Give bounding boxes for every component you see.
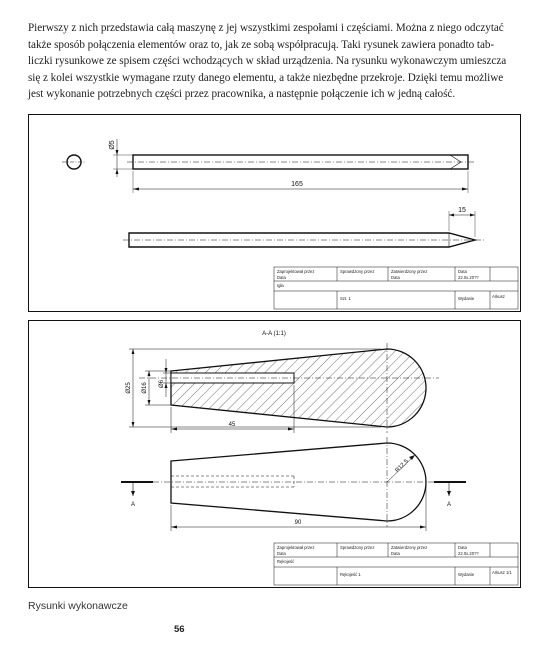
intro-paragraph bbox=[28, 20, 520, 103]
tb-date-label: Data bbox=[458, 269, 467, 274]
tb-drawn-by: Zaprojektował przez bbox=[277, 269, 315, 274]
intro-line: także sposób połączenia elementów oraz to, jak ze sobą współpracują. Taki rysunek zawiera ponadto tab- bbox=[28, 38, 495, 51]
page-number: 56 bbox=[174, 624, 185, 635]
dim-tip: 15 bbox=[458, 207, 466, 214]
tb-date-2: Data bbox=[391, 275, 400, 280]
tb-part-name: Igła bbox=[277, 283, 284, 288]
outer-view bbox=[121, 437, 466, 531]
technical-drawing-handle bbox=[28, 320, 521, 588]
dim-len45: 45 bbox=[228, 422, 236, 428]
tb-date-value: 22.0x.20?? bbox=[458, 551, 479, 556]
dim-diameter: Ø5 bbox=[109, 140, 116, 150]
dim-length: 165 bbox=[291, 181, 303, 188]
dim-d6: Ø6 bbox=[159, 379, 165, 389]
tb-approved-by: Zatwierdzony przez bbox=[391, 269, 428, 274]
figure-caption: Rysunki wykonawcze bbox=[28, 600, 128, 612]
intro-line: liczki rysunkowe ze spisem części wchodzących w skład urządzenia. Na rysunku wykonawczym umieszcza bbox=[28, 55, 507, 68]
intro-line: się z kolei wszystkie wymagane rzuty danego elementu, a także niezbędne przekroje. Dzięki temu możliwe bbox=[28, 71, 504, 84]
tb-item: Rękojeść 1 bbox=[340, 572, 361, 577]
tb-edition: Wydanie bbox=[458, 296, 475, 301]
tb-checked-by: Sprawdzony przez bbox=[340, 269, 375, 274]
tb-date-1: Data bbox=[277, 275, 286, 280]
section-view bbox=[139, 343, 439, 433]
tb-date-1: Data bbox=[277, 551, 286, 556]
intro-line: jest wykonanie potrzebnych części przez pracownika, a następnie połączenie ich w jedną całość. bbox=[28, 88, 456, 101]
technical-drawing-needle bbox=[28, 114, 521, 312]
tb-sheet: Arkusz bbox=[492, 294, 505, 299]
tb-date-2: Data bbox=[391, 551, 400, 556]
tb-date-label: Data bbox=[458, 545, 467, 550]
dim-d25: Ø25 bbox=[126, 382, 132, 394]
tb-sheet: Arkusz 1/1 bbox=[492, 570, 512, 575]
tb-checked-by: Sprawdzony przez bbox=[340, 545, 375, 550]
dim-radius: R12,5 bbox=[394, 458, 411, 475]
cut-marker-right: A bbox=[446, 502, 452, 508]
section-label: A-A (1:1) bbox=[262, 331, 286, 337]
intro-line: Pierwszy z nich przedstawia całą maszynę z jej wszystkimi zespołami i częściami. Można z niego odczytać bbox=[28, 22, 504, 34]
tb-item: Szt. 1 bbox=[340, 296, 351, 301]
tb-part-name: Rękojeść bbox=[277, 559, 295, 564]
cut-marker-left: A bbox=[130, 502, 136, 508]
dim-d16: Ø16 bbox=[142, 382, 148, 394]
tb-approved-by: Zatwierdzony przez bbox=[391, 545, 428, 550]
tb-edition: Wydanie bbox=[458, 572, 475, 577]
dim-len90: 90 bbox=[294, 520, 302, 526]
tb-date-value: 22.0x.20?? bbox=[458, 275, 479, 280]
tb-drawn-by: Zaprojektował przez bbox=[277, 545, 315, 550]
